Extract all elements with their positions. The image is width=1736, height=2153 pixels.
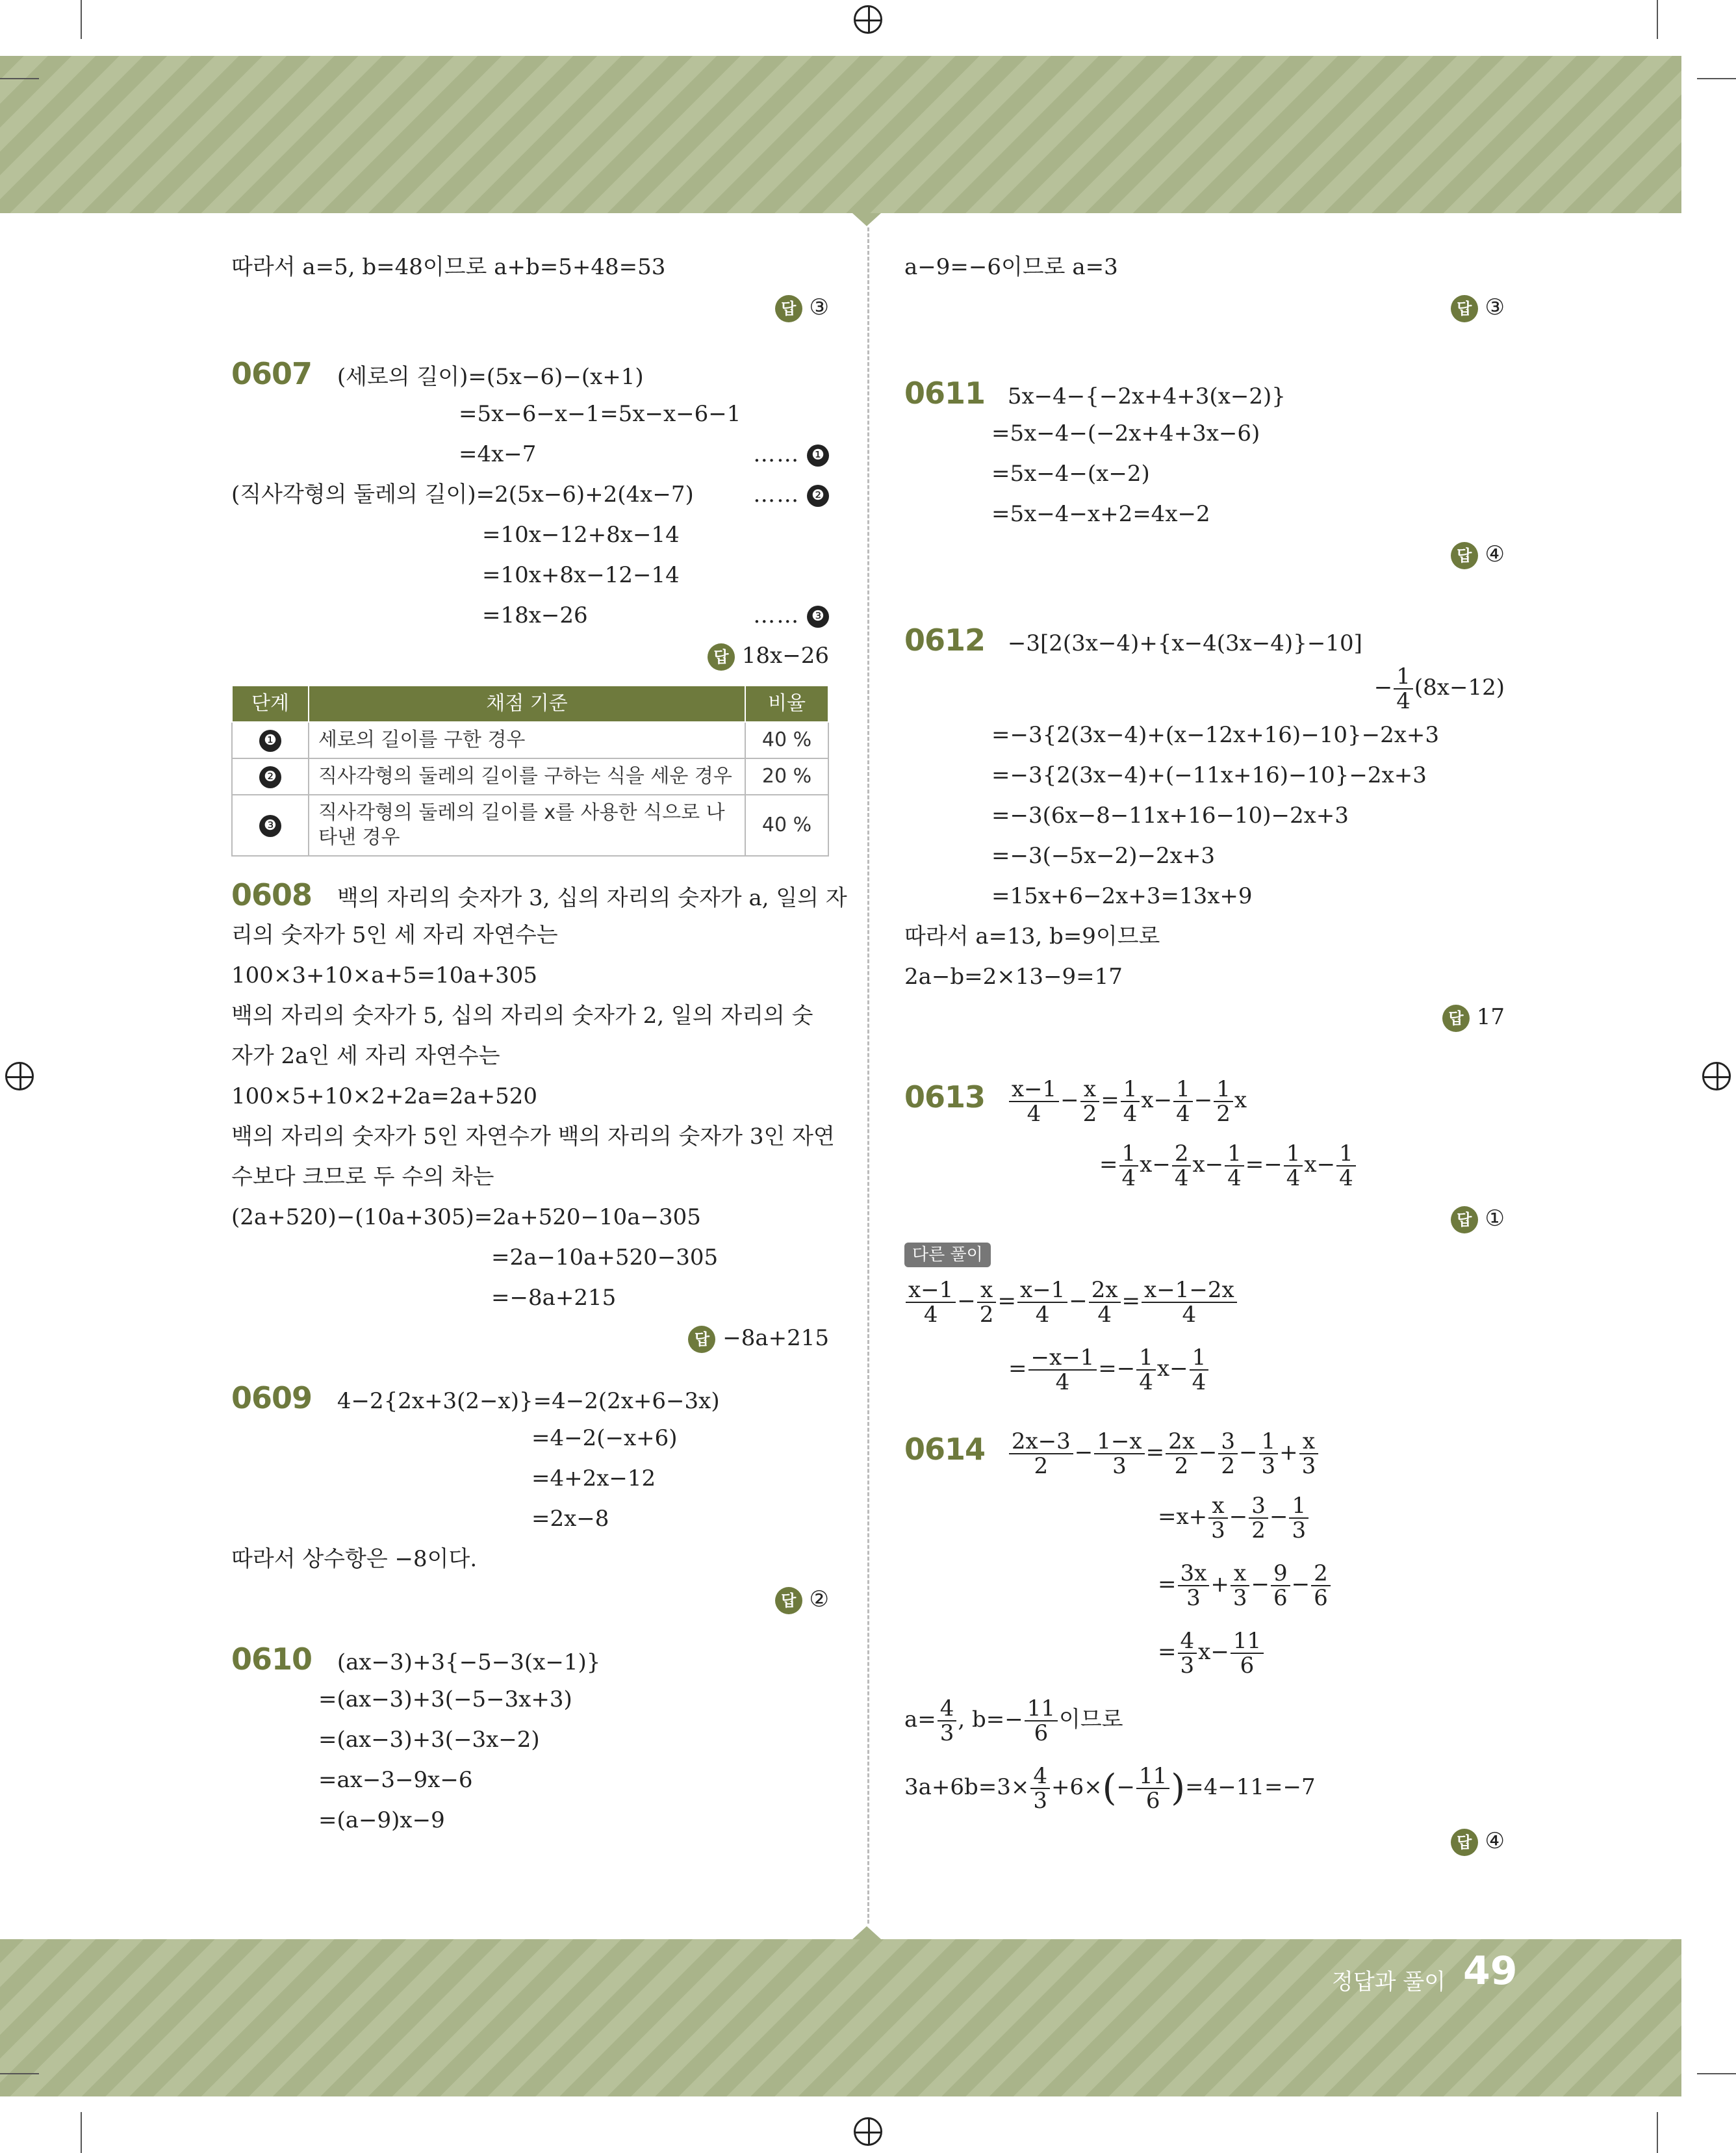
equation-line: − $\frac{1}{4}$ (8x−12) [1373,664,1505,714]
answer-line [904,534,1505,574]
header-notch [852,213,881,226]
answer-value: −8a+215 [722,1325,829,1351]
problem-number: 0612 [904,623,986,658]
equation-line: =(ax−3)+3(−5−3x+3) [318,1686,572,1712]
problem-0609 [231,1378,829,1418]
table-cell: 직사각형의 둘레의 길이를 구하는 식을 세운 경우 [309,758,745,795]
trim-mark [81,0,82,39]
equation-line: =2a−10a+520−305 [491,1244,719,1270]
table-header: 채점 기준 [309,686,745,722]
trim-mark [0,2073,39,2074]
equation-line: (ax−3)+3{−5−3(x−1)} [337,1649,601,1675]
equation-line: =15x+6−2x+3=13x+9 [991,883,1253,909]
footer-section-title: 정답과 풀이 [1332,1969,1446,1995]
registration-mark-icon [854,5,882,34]
table-cell [232,795,309,856]
alt-solution-header [904,1239,1505,1267]
answer-line [231,1318,829,1358]
right-column [904,247,1505,1861]
equation-line: =10x−12+8x−14 [482,522,680,548]
header-band [0,56,1681,213]
equation-line: = $\frac{3x}{3}$ + $\frac{x}{3}$ − $\frac{9}{6}$ − $\frac{2}{6}$ [904,1551,1505,1618]
problem-number: 0609 [231,1380,313,1415]
equation-line: a= $\frac{4}{3}$ , b=− $\frac{11}{6}$ 이므로 [904,1695,1123,1746]
answer-badge: 답 [1451,1206,1478,1233]
table-cell: 40 % [745,722,828,758]
answer-line [904,997,1505,1037]
solution-text: 리의 숫자가 5인 세 자리 자연수는 [231,922,558,948]
solution-text: a−9=−6이므로 a=3 [904,254,1118,280]
solution-text: 자가 2a인 세 자리 자연수는 [231,1043,500,1069]
table-header: 단계 [232,686,309,722]
step-marker [753,474,829,515]
answer-badge: 답 [688,1326,715,1353]
answer-value: 17 [1476,1004,1505,1030]
equation-text: =4−11=−7 [1185,1774,1316,1800]
registration-mark-icon [5,1062,34,1090]
solution-text: 100×3+10×a+5=10a+305 [231,962,538,988]
answer-value: ④ [1485,541,1505,567]
answer-value: ③ [1485,294,1505,320]
dots: …… [753,441,800,467]
equation-text: =18x−26 [482,602,588,628]
equation-line: −3[2(3x−4)+{x−4(3x−4)}−10] [1007,630,1362,656]
answer-line [904,287,1505,328]
equation-line: =4+2x−12 [531,1465,656,1491]
equation-line: =5x−4−(−2x+4+3x−6) [991,420,1260,446]
answer-line [904,1198,1505,1239]
dots: …… [753,602,800,628]
step-2-icon: ❷ [807,485,829,507]
equation-line: 5x−4−{−2x+4+3(x−2)} [1007,383,1286,409]
problem-0610 [231,1639,829,1679]
solution-text: 수보다 크므로 두 수의 차는 [231,1164,494,1190]
equation-line: =x+ $\frac{x}{3}$ − $\frac{3}{2}$ − $\frac{1}{3}$ [904,1483,1505,1551]
scoring-table [231,685,829,857]
table-cell: 20 % [745,758,828,795]
problem-number: 0613 [904,1079,986,1115]
solution-text: 백의 자리의 숫자가 5, 십의 자리의 숫자가 2, 일의 자리의 숫 [231,1003,813,1029]
table-row [232,795,828,856]
equation-line: =−3(−5x−2)−2x+3 [991,843,1215,869]
equation-line: =5x−4−(x−2) [991,461,1150,487]
table-header: 비율 [745,686,828,722]
equation-text: 이므로 [1059,1707,1123,1733]
solution-text: 따라서 a=13, b=9이므로 [904,923,1160,949]
solution-text: 2a−b=2×13−9=17 [904,964,1123,990]
problem-number: 0611 [904,376,986,411]
answer-line [231,1579,829,1619]
step-3-icon: ❸ [259,815,281,837]
footer-band [0,1939,1681,2096]
problem-0612 [904,620,1505,660]
answer-value: ③ [809,294,829,320]
step-2-icon: ❷ [259,766,281,788]
equation-line: $\frac{x-1}{4}$ − $\frac{x}{2}$ = $\frac{x-1}{4}$ − $\frac{2x}{4}$ = $\frac{x-1-2x}{4}$ [904,1267,1505,1335]
equation-line: =5x−6−x−1=5x−x−6−1 [459,401,741,427]
answer-line [904,1821,1505,1861]
equation-line: =−3{2(3x−4)+(−11x+16)−10}−2x+3 [991,762,1427,788]
equation-line: =−8a+215 [491,1285,617,1311]
step-marker [753,434,829,474]
page-number: 49 [1463,1948,1518,1994]
left-column [231,247,847,1840]
answer-badge: 답 [775,1587,802,1614]
step-1-icon: ❶ [259,730,281,752]
answer-badge: 답 [708,643,735,671]
answer-value: ① [1485,1205,1505,1231]
trim-mark [1657,0,1658,39]
equation-line: =10x+8x−12−14 [482,562,680,588]
trim-mark [81,2112,82,2153]
problem-0613 [904,1063,1505,1131]
problem-number: 0610 [231,1642,313,1677]
equation-line: =(ax−3)+3(−3x−2) [318,1727,540,1753]
problem-0607 [231,354,829,394]
answer-badge: 답 [775,295,802,322]
alt-solution-tag: 다른 풀이 [904,1243,991,1267]
equation-line: =−3{2(3x−4)+(x−12x+16)−10}−2x+3 [991,722,1439,748]
equation-line: =2x−8 [531,1506,609,1532]
solution-text: 백의 자리의 숫자가 5인 자연수가 백의 자리의 숫자가 3인 자연 [231,1124,835,1150]
answer-badge: 답 [1451,1829,1478,1856]
answer-badge: 답 [1442,1005,1470,1032]
solution-text: 백의 자리의 숫자가 3, 십의 자리의 숫자가 a, 일의 자 [337,885,847,911]
solution-text: 100×5+10×2+2a=2a+520 [231,1083,538,1109]
answer-value: ② [809,1586,829,1612]
trim-mark [1657,2112,1658,2153]
table-cell [232,758,309,795]
table-cell: 40 % [745,795,828,856]
equation-line [231,434,829,474]
answer-line [231,287,829,328]
table-row [232,758,828,795]
equation-line: =−3(6x−8−11x+16−10)−2x+3 [991,803,1349,829]
step-marker [753,595,829,636]
table-cell: 직사각형의 둘레의 길이를 x를 사용한 식으로 나타낸 경우 [309,795,745,856]
equation-line [231,474,829,515]
solution-text: 따라서 a=5, b=48이므로 a+b=5+48=53 [231,254,666,280]
equation-line: $\frac{x-1}{4}$ − $\frac{x}{2}$ = $\frac{1}{4}$ x− $\frac{1}{4}$ − $\frac{1}{2}$ x [1008,1087,1247,1113]
trim-mark [1697,2073,1736,2074]
problem-0614 [904,1415,1505,1483]
footer-notch [852,1926,881,1939]
equation-line: = $\frac{-x-1}{4}$ =− $\frac{1}{4}$ x− $\frac{1}{4}$ [904,1335,1505,1402]
equation-text: (직사각형의 둘레의 길이)=2(5x−6)+2(4x−7) [231,482,694,508]
fraction: $\frac{1}{4}$ [1394,665,1413,713]
step-1-icon: ❶ [807,445,829,467]
equation-line: = $\frac{1}{4}$ x− $\frac{2}{4}$ x− $\frac{1}{4}$ =− $\frac{1}{4}$ x− $\frac{1}{4}$ [904,1131,1505,1198]
table-cell [232,722,309,758]
registration-mark-icon [1702,1062,1731,1090]
step-3-icon: ❸ [807,606,829,628]
answer-badge: 답 [1451,542,1478,569]
column-divider [867,227,869,1924]
solution-text: 따라서 상수항은 −8이다. [231,1546,478,1572]
answer-value: 18x−26 [741,643,829,669]
answer-badge: 답 [1451,295,1478,322]
table-cell: 세로의 길이를 구한 경우 [309,722,745,758]
equation-line: $\frac{2x-3}{2}$ − $\frac{1-x}{3}$ = $\frac{2x}{2}$ − $\frac{3}{2}$ − $\frac{1}{3}$ + $\frac{x}{3}$ [1008,1439,1320,1465]
equation-text: =4x−7 [459,441,537,467]
dots: …… [753,482,800,508]
problem-number: 0607 [231,356,313,391]
equation-line: (세로의 길이)=(5x−6)−(x+1) [337,364,644,390]
answer-value: ④ [1485,1828,1505,1854]
equation-line: =4−2(−x+6) [531,1425,678,1451]
equation-line: = $\frac{4}{3}$ x− $\frac{11}{6}$ [904,1618,1505,1686]
registration-mark-icon [854,2117,882,2146]
equation-line: =(a−9)x−9 [318,1807,445,1833]
equation-line: =5x−4−x+2=4x−2 [991,501,1210,527]
equation-text: (8x−12) [1414,675,1505,701]
equation-line: =ax−3−9x−6 [318,1767,473,1793]
problem-number: 0608 [231,877,313,912]
trim-mark [0,78,39,79]
answer-line [231,636,829,676]
solution-text: (2a+520)−(10a+305)=2a+520−10a−305 [231,1204,701,1230]
problem-number: 0614 [904,1432,986,1467]
table-row [232,722,828,758]
problem-0611 [904,373,1505,413]
equation-line: 3a+6b=3× $\frac{4}{3}$ +6×(− $\frac{11}{6}$ )=4−11=−7 [904,1763,1316,1814]
equation-line [231,595,829,636]
equation-line: 4−2{2x+3(2−x)}=4−2(2x+6−3x) [337,1388,720,1414]
trim-mark [1697,78,1736,79]
problem-0608 [231,875,847,915]
